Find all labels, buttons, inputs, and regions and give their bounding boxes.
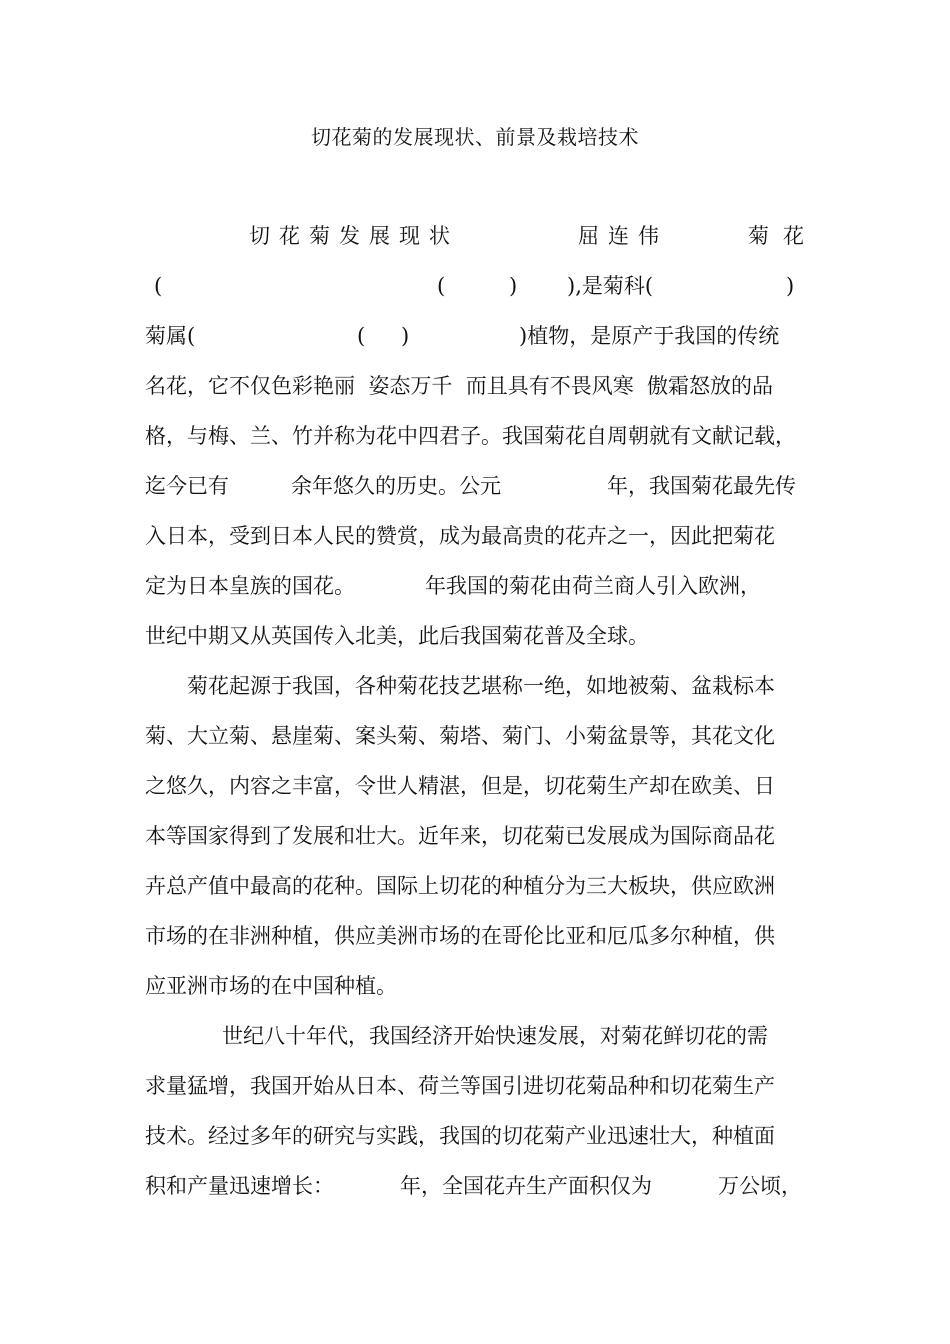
text-run: 年我国的菊花由荷兰商人引入欧洲， <box>425 574 761 598</box>
text-run: 年，全国花卉生产面积仅为 <box>400 1174 652 1198</box>
text-run: 年，我国菊花最先传 <box>607 474 796 498</box>
text-run: ( <box>154 274 163 298</box>
text-line: 世纪中期又从英国传入北美，此后我国菊花普及全球。 <box>145 624 649 648</box>
text-run: ),是菊科( <box>567 274 654 298</box>
text-line: 市场的在非洲种植，供应美洲市场的在哥伦比亚和厄瓜多尔种植，供 <box>145 924 775 948</box>
text-line: 入日本，受到日本人民的赞赏，成为最高贵的花卉之一，因此把菊花 <box>145 524 775 548</box>
section-heading: 切花菊发展现状 <box>249 224 459 248</box>
text-line: 本等国家得到了发展和壮大。近年来，切花菊已发展成为国际商品花 <box>145 824 775 848</box>
text-line: 技术。经过多年的研究与实践，我国的切花菊产业迅速壮大，种植面 <box>145 1124 775 1148</box>
text-line: 之悠久，内容之丰富，令世人精湛，但是，切花菊生产却在欧美、日 <box>145 774 775 798</box>
text-run: 余年悠久的历史。公元 <box>291 474 501 498</box>
text-run: ) <box>786 274 795 298</box>
text-run: 菊花 <box>748 224 818 248</box>
text-run: 迄今已有 <box>145 474 229 498</box>
text-run: )植物，是原产于我国的传统 <box>519 324 780 348</box>
text-line: 格，与梅、兰、竹并称为花中四君子。我国菊花自周朝就有文献记载， <box>145 424 796 448</box>
text-run: ) <box>401 324 410 348</box>
text-run: 定为日本皇族的国花。 <box>145 574 355 598</box>
text-line: 卉总产值中最高的花种。国际上切花的种植分为三大板块，供应欧洲 <box>145 874 775 898</box>
text-run: 积和产量迅速增长： <box>145 1174 334 1198</box>
text-run: 菊属( <box>145 324 196 348</box>
text-line: 名花，它不仅色彩艳丽 姿态万千 而且具有不畏风寒 傲霜怒放的品 <box>145 374 774 398</box>
paragraph-first-line: 世纪八十年代，我国经济开始快速发展，对菊花鲜切花的需 <box>222 1024 768 1048</box>
paragraph-first-line: 菊花起源于我国，各种菊花技艺堪称一绝，如地被菊、盆栽标本 <box>187 674 775 698</box>
text-line: 应亚洲市场的在中国种植。 <box>145 974 397 998</box>
document-title: 切花菊的发展现状、前景及栽培技术 <box>311 125 639 149</box>
text-line: 菊、大立菊、悬崖菊、案头菊、菊塔、菊门、小菊盆景等，其花文化 <box>145 724 775 748</box>
text-run: ( <box>357 324 366 348</box>
text-run: ( <box>437 274 446 298</box>
text-run: 万公顷， <box>718 1174 802 1198</box>
author-name: 屈连伟 <box>578 224 668 248</box>
text-line: 求量猛增，我国开始从日本、荷兰等国引进切花菊品种和切花菊生产 <box>145 1074 775 1098</box>
text-run: ) <box>509 274 518 298</box>
